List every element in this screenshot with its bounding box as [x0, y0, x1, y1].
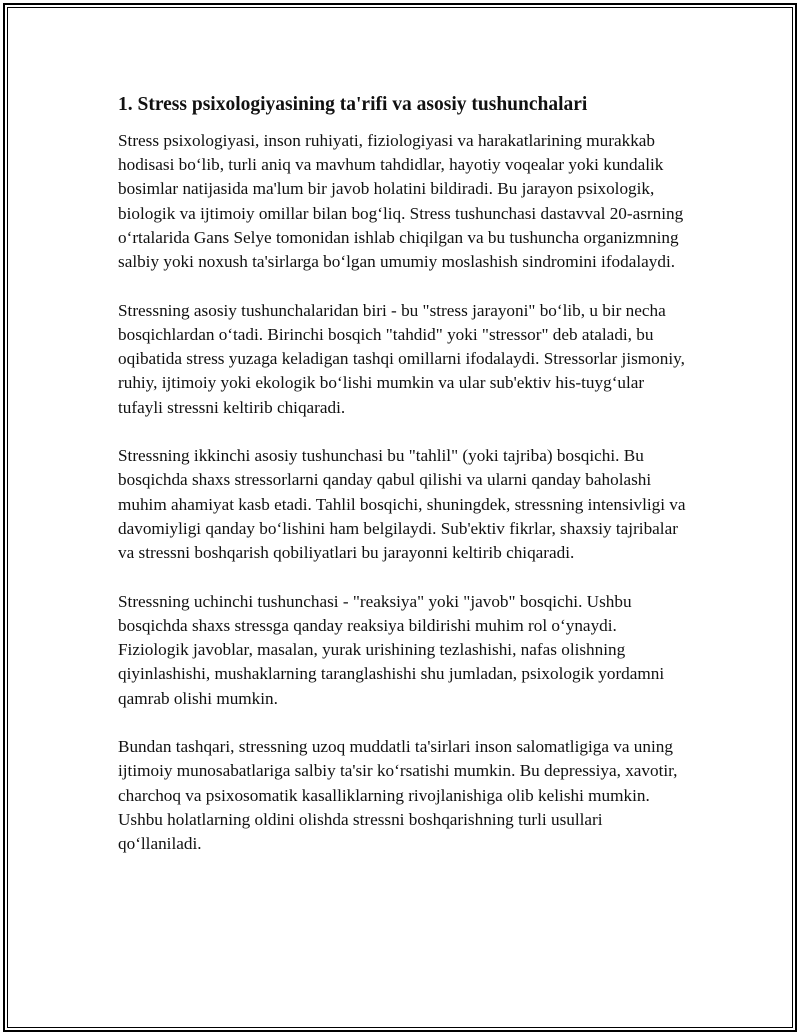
paragraph-stress-process: Stressning asosiy tushunchalaridan biri - bu "stress jarayoni" bo‘lib, u bir necha bosqichlardan o‘tadi. Birinchi bosqich "tahdid" yoki "stressor" deb ataladi, bu oqibatida stress yuzaga keladigan tashqi omillarni ifodalaydi. Stressorlar jismoniy, ruhiy, ijtimoiy yoki ekologik bo‘lishi mumkin va ular sub'ektiv his-tuyg‘ular tufayli stressni keltirib chiqaradi. — [118, 300, 685, 417]
paragraph-reaction-stage: Stressning uchinchi tushunchasi - "reaksiya" yoki "javob" bosqichi. Ushbu bosqichda shaxs stressga qanday reaksiya bildirishi muhim rol o‘ynaydi. Fiziologik javoblar, masalan, yurak urishining tezlashishi, nafas olishning qiyinlashishi, mushaklarning taranglashishi shu jumladan, psixologik yordamni qamrab olishi mumkin. — [118, 591, 665, 708]
paragraph-analysis-stage: Stressning ikkinchi asosiy tushunchasi bu "tahlil" (yoki tajriba) bosqichi. Bu bosqichda shaxs stressorlarni qanday qabul qilishi va ularni qanday baholashi muhim ahamiyat kasb etadi. Tahlil bosqichi, shuningdek, stressning intensivligi va davomiyligi qanday bo‘lishini ham belgilaydi. Sub'ektiv fikrlar, shaxsiy tajribalar va stressni boshqarish qobiliyatlari bu jarayonni keltirib chiqaradi. — [118, 446, 686, 563]
paragraph-long-term-effects: Bundan tashqari, stressning uzoq muddatli ta'sirlari inson salomatligiga va uning ijtimoiy munosabatlariga salbiy ta'sir ko‘rsatishi mumkin. Bu depressiya, xavotir, charchoq va psixosomatik kasalliklarning rivojlanishiga olib kelishi mumkin. Ushbu holatlarning oldini olishda stressni boshqarishning turli usullari qo‘llaniladi. — [118, 737, 678, 854]
document-body — [118, 92, 688, 881]
paragraph-definition: Stress psixologiyasi, inson ruhiyati, fiziologiyasi va harakatlarining murakkab hodisasi bo‘lib, turli aniq va mavhum tahdidlar, hayotiy voqealar yoki kundalik bosimlar natijasida ma'lum bir javob holatini bildiradi. Bu jarayon psixologik, biologik va ijtimoiy omillar bilan bog‘liq. Stress tushunchasi dastavval 20-asrning o‘rtalarida Gans Selye tomonidan ishlab chiqilgan va bu tushuncha organizmning salbiy yoki noxush ta'sirlarga bo‘lgan umumiy moslashish sindromini ifodalaydi. — [118, 131, 684, 272]
section-heading: 1. Stress psixologiyasining ta'rifi va asosiy tushunchalari — [118, 94, 588, 115]
